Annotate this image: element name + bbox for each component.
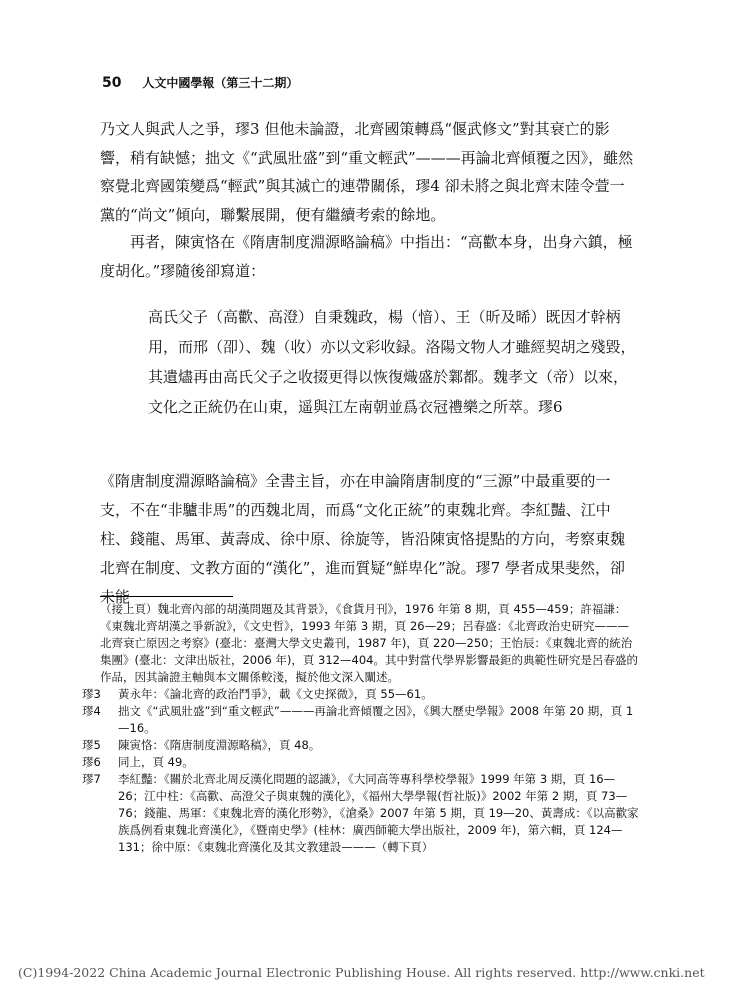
footnote-marker: 璆3 [82,687,101,701]
footnote-4 [82,703,640,737]
block-quote: 高氏父子（高歡、高澄）自秉魏政，楊（愔）、王（昕及晞）既因才幹柄用，而邢（卲）、魏（收）亦以文彩收録。洛陽文物人才雖經契胡之殘毀，其遺燼再由高氏父子之收掇更得以恢復熾盛於鄴都。魏孝文（帝）以來，文化之正統仍在山東，遥與江左南朝並爲衣冠禮樂之所萃。璆6 [148,308,636,416]
footnote-text: 拙文《“武風壯盛”到“重文輕武”———再論北齊傾覆之因》，《興大歷史學報》2008 年第 20 期，頁 1—16。 [118,704,634,735]
footnote-text: 陳寅恪：《隋唐制度淵源略稿》，頁 48。 [118,738,321,752]
paragraph-1: 乃文人與武人之爭，璆3 但他未論證，北齊國策轉爲“偃武修文”對其衰亡的影響，稍有缺憾；拙文《“武風壯盛”到“重文輕武”———再論北齊傾覆之因》，雖然察覺北齊國策變爲“輕武”與其滅亡的連帶關係，璆4 卻未將之與北齊末陸令萱一黨的“尚文”傾向，聯繫展開，便有繼續考索的餘地。 [100,120,634,224]
footnote-text: （接上頁）魏北齊內部的胡漢問題及其背景》，《食貨月刊》，1976 年第 8 期，頁 455—459；許福謙：《東魏北齊胡漢之爭新說》，《文史哲》，1993 年第 3 期，頁 26—29；呂春盛：《北齊政治史研究———北齊衰亡原因之考察》(臺北：臺灣大學文史叢刊，1987 年)，頁 220—250；王怡辰：《東魏北齊的統治集團》(臺北：文津出版社，2006 年)，頁 312—404。其中對當代學界影響最鉅的典範性研究是呂春盛的作品，因其論證主軸與本文關係較淺，擬於他文深入闡述。 [100,602,638,684]
footnote-text: 同上，頁 49。 [118,755,194,769]
footnote-marker: 璆7 [82,772,101,786]
footnote-divider [100,596,233,597]
footnote-marker: 璆5 [82,738,101,752]
footnotes [82,601,640,856]
footnote-marker: 璆6 [82,755,101,769]
footnote-marker: 璆4 [82,704,101,718]
footnote-5 [82,737,640,754]
journal-title: 人文中國學報（第三十二期） [142,76,299,90]
footnote-text: 李紅豔：《關於北齊北周反漢化問題的認識》，《大同高等專科學校學報》1999 年第 3 期，頁 16—26；江中柱：《高歡、高澄父子與東魏的漢化》，《福州大學學報(哲社版)》2002 年第 2 期，頁 73—76；錢龍、馬軍：《東魏北齊的漢化形勢》，《滄桑》2007 年第 5 期，頁 19—20、黃壽成：《以高歡家族爲例看東魏北齊漢化》，《暨南史學》(桂林：廣西師範大學出版社，2009 年)，第六輯，頁 124—131；徐中原：《東魏北齊漢化及其文教建設———（轉下頁） [118,772,639,854]
footnote-6 [82,754,640,771]
running-header [102,74,298,91]
paragraph-2: 再者，陳寅恪在《隋唐制度淵源略論稿》中指出：“高歡本身，出身六鎮，極度胡化。”璆隨後卻寫道： [100,233,633,280]
footnote-3 [82,686,640,703]
footnote-7 [82,771,640,856]
footnote-text: 黃永年：《論北齊的政治鬥爭》，載《文史探微》，頁 55—61。 [118,687,433,701]
footnote-continued [100,601,640,686]
paragraph-3: 《隋唐制度淵源略論稿》全書主旨，亦在申論隋唐制度的“三源”中最重要的一支，不在“非驢非馬”的西魏北周，而爲“文化正統”的東魏北齊。李紅豔、江中柱、錢龍、馬軍、黃壽成、徐中原、徐旋等，皆沿陳寅恪提點的方向，考察東魏北齊在制度、文教方面的“漢化”，進而質疑“鮮卑化”說。璆7 學者成果斐然，卻未能 [100,472,626,606]
page-number: 50 [102,75,122,91]
copyright-footer: (C)1994-2022 China Academic Journal Electronic Publishing House. All rights reserved. http://www.cnki.net [18,965,705,980]
